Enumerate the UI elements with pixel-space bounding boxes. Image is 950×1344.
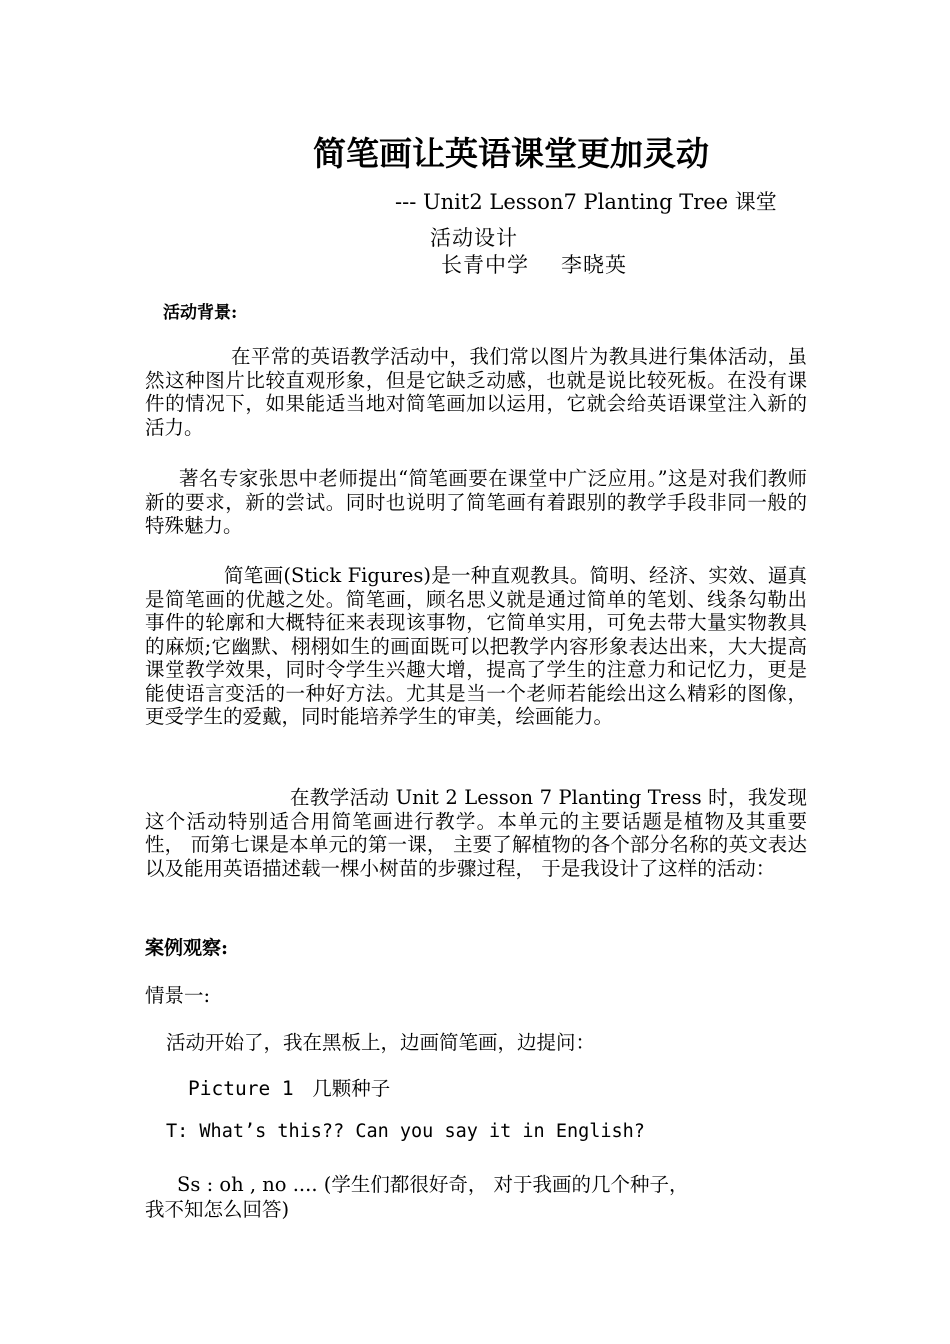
- author-school: 长青中学: [441, 253, 529, 277]
- document-title: 简笔画让英语课堂更加灵动: [313, 134, 709, 173]
- picture-1-line: [188, 1073, 390, 1101]
- teacher-question-line: T: What’s this?? Can you say it in English?: [166, 1121, 645, 1142]
- picture-1-label: Picture 1: [188, 1077, 294, 1100]
- scene-label: 情景一:: [145, 984, 211, 1007]
- paragraph-2: 著名专家张思中老师提出“简笔画要在课堂中广泛应用。”这是对我们教师新的要求，新的尝试。同时也说明了简笔画有着跟别的教学手段非同一般的特殊魅力。: [145, 467, 807, 537]
- document-subtitle-line2: 活动设计: [430, 226, 518, 250]
- students-response-continuation: 我不知怎么回答): [145, 1198, 290, 1221]
- section-heading-background: 活动背景:: [163, 303, 238, 323]
- author-name: 李晓英: [561, 253, 627, 277]
- students-response-line: Ss : oh , no .... (学生们都很好奇， 对于我画的几个种子，: [177, 1173, 689, 1196]
- author-line: [441, 249, 627, 279]
- picture-1-description: 几颗种子: [312, 1077, 391, 1100]
- section-heading-case: 案例观察:: [145, 937, 229, 959]
- document-subtitle-line1: --- Unit2 Lesson7 Planting Tree 课堂: [395, 190, 777, 214]
- paragraph-4: 在教学活动 Unit 2 Lesson 7 Planting Tress 时，我发现这个活动特别适合用简笔画进行教学。本单元的主要话题是植物及其重要性， 而第七课是本单元的第一课， 主要了解植物的各个部分名称的英文表达以及能用英语描述载一棵小树苗的步骤过程， 于是我设计了这样的活动：: [145, 786, 807, 880]
- activity-start-line: 活动开始了，我在黑板上，边画简笔画，边提问：: [166, 1031, 596, 1054]
- paragraph-3: 简笔画(Stick Figures)是一种直观教具。简明、经济、实效、逼真是简笔画的优越之处。简笔画，顾名思义就是通过简单的笔划、线条勾勒出事件的轮廓和大概特征来表现该事物，它简单实用，可免去带大量实物教具的麻烦;它幽默、栩栩如生的画面既可以把教学内容形象表达出来，大大提高课堂教学效果，同时令学生兴趣大增，提高了学生的注意力和记忆力，更是能使语言变活的一种好方法。尤其是当一个老师若能绘出这么精彩的图像，更受学生的爱戴，同时能培养学生的审美，绘画能力。: [145, 564, 807, 728]
- paragraph-1: 在平常的英语教学活动中，我们常以图片为教具进行集体活动，虽然这种图片比较直观形象，但是它缺乏动感，也就是说比较死板。在没有课件的情况下，如果能适当地对简笔画加以运用，它就会给英语课堂注入新的活力。: [145, 345, 807, 439]
